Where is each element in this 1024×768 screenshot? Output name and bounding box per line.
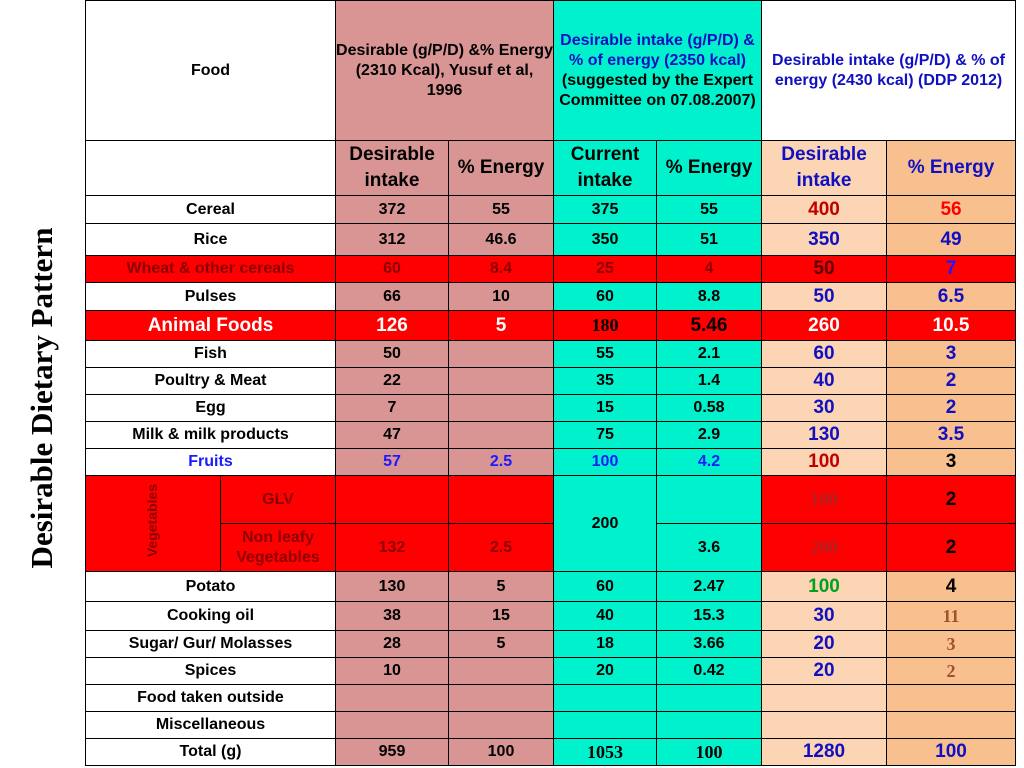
food-name: Fish — [86, 341, 336, 368]
cell: 100 — [762, 449, 887, 476]
cell: 312 — [336, 224, 449, 256]
cell: 15 — [554, 395, 657, 422]
cell: 5.46 — [657, 311, 762, 341]
cell: 57 — [336, 449, 449, 476]
cell — [554, 712, 657, 739]
cell — [657, 712, 762, 739]
cell — [762, 712, 887, 739]
cell: 350 — [762, 224, 887, 256]
cell: 372 — [336, 196, 449, 224]
cell — [449, 368, 554, 395]
cell: 260 — [762, 311, 887, 341]
cell: 40 — [762, 368, 887, 395]
cell: 55 — [449, 196, 554, 224]
cell: 100 — [887, 739, 1016, 766]
table-row — [86, 685, 1016, 712]
cell: 4 — [887, 572, 1016, 602]
cell: 46.6 — [449, 224, 554, 256]
table-row — [86, 449, 1016, 476]
vegetables-current-intake: 200 — [554, 476, 657, 572]
cell — [554, 685, 657, 712]
cell: 5 — [449, 311, 554, 341]
table-row — [86, 395, 1016, 422]
cell: 350 — [554, 224, 657, 256]
cell: 3 — [887, 631, 1016, 658]
food-name: Potato — [86, 572, 336, 602]
table-row — [86, 476, 1016, 524]
cell: 2 — [887, 368, 1016, 395]
cell: 66 — [336, 283, 449, 311]
cell: 47 — [336, 422, 449, 449]
cell: 3.5 — [887, 422, 1016, 449]
cell — [449, 476, 554, 524]
cell — [657, 685, 762, 712]
cell — [336, 476, 449, 524]
cell: 7 — [887, 256, 1016, 283]
table-row — [86, 341, 1016, 368]
cell — [449, 341, 554, 368]
cell: 2.1 — [657, 341, 762, 368]
subheader-current-intake: Current intake — [554, 141, 657, 196]
subheader-percent-energy: % Energy — [657, 141, 762, 196]
food-name: Rice — [86, 224, 336, 256]
subheader-percent-energy: % Energy — [887, 141, 1016, 196]
cell: 100 — [762, 572, 887, 602]
cell: 2.5 — [449, 524, 554, 572]
cell: 28 — [336, 631, 449, 658]
cell: 375 — [554, 196, 657, 224]
cell: 55 — [554, 341, 657, 368]
cell: 15.3 — [657, 602, 762, 631]
food-name: Miscellaneous — [86, 712, 336, 739]
food-name: Spices — [86, 658, 336, 685]
cell: 11 — [887, 602, 1016, 631]
cell: 10 — [336, 658, 449, 685]
food-name: Food taken outside — [86, 685, 336, 712]
table-row — [86, 368, 1016, 395]
cell: 130 — [336, 572, 449, 602]
header-group-committee-line2: (suggested by the Expert Committee on 07.08.2007) — [559, 71, 756, 109]
food-name: Pulses — [86, 283, 336, 311]
cell: 1.4 — [657, 368, 762, 395]
table-row — [86, 631, 1016, 658]
cell: 5 — [449, 631, 554, 658]
cell: 2.5 — [449, 449, 554, 476]
cell: 38 — [336, 602, 449, 631]
food-name: Milk & milk products — [86, 422, 336, 449]
cell — [762, 685, 887, 712]
cell: 0.42 — [657, 658, 762, 685]
cell: 6.5 — [887, 283, 1016, 311]
subheader-desirable-intake: Desirable intake — [762, 141, 887, 196]
cell: 100 — [554, 449, 657, 476]
cell: 10.5 — [887, 311, 1016, 341]
cell: 75 — [554, 422, 657, 449]
table-row — [86, 524, 1016, 572]
food-name: Total (g) — [86, 739, 336, 766]
food-name: Poultry & Meat — [86, 368, 336, 395]
cell: 400 — [762, 196, 887, 224]
cell: 3 — [887, 341, 1016, 368]
side-title — [0, 0, 84, 768]
cell: 0.58 — [657, 395, 762, 422]
subheader-desirable-intake: Desirable intake — [336, 141, 449, 196]
food-name: Fruits — [86, 449, 336, 476]
header-group-committee — [554, 1, 762, 141]
cell: 2 — [887, 524, 1016, 572]
cell: 132 — [336, 524, 449, 572]
food-name: Non leafy Vegetables — [221, 524, 336, 572]
cell: 22 — [336, 368, 449, 395]
dietary-pattern-table — [85, 0, 1016, 766]
vegetables-group — [86, 476, 221, 572]
subheader-blank — [86, 141, 336, 196]
table-row — [86, 658, 1016, 685]
cell: 35 — [554, 368, 657, 395]
cell: 50 — [762, 256, 887, 283]
cell: 15 — [449, 602, 554, 631]
cell — [449, 685, 554, 712]
cell: 55 — [657, 196, 762, 224]
table-row — [86, 602, 1016, 631]
cell: 50 — [336, 341, 449, 368]
cell: 18 — [554, 631, 657, 658]
cell: 40 — [554, 602, 657, 631]
cell: 1053 — [554, 739, 657, 766]
cell: 2 — [887, 658, 1016, 685]
cell: 7 — [336, 395, 449, 422]
cell: 60 — [762, 341, 887, 368]
cell — [887, 712, 1016, 739]
subheader-percent-energy: % Energy — [449, 141, 554, 196]
cell: 180 — [554, 311, 657, 341]
cell: 3.66 — [657, 631, 762, 658]
cell: 50 — [762, 283, 887, 311]
cell: 4 — [657, 256, 762, 283]
table-row — [86, 572, 1016, 602]
cell: 10 — [449, 283, 554, 311]
food-name: Wheat & other cereals — [86, 256, 336, 283]
cell — [887, 685, 1016, 712]
cell: 5 — [449, 572, 554, 602]
cell: 200 — [762, 524, 887, 572]
cell: 959 — [336, 739, 449, 766]
header-group-committee-line1: Desirable intake (g/P/D) & % of energy (2350 kcal) — [560, 31, 755, 69]
food-name: Cereal — [86, 196, 336, 224]
cell: 2.47 — [657, 572, 762, 602]
cell: 25 — [554, 256, 657, 283]
food-name: Egg — [86, 395, 336, 422]
food-name: Cooking oil — [86, 602, 336, 631]
cell — [336, 685, 449, 712]
cell — [449, 395, 554, 422]
cell: 30 — [762, 602, 887, 631]
cell: 100 — [657, 739, 762, 766]
cell: 3 — [887, 449, 1016, 476]
table-row — [86, 196, 1016, 224]
table-row — [86, 422, 1016, 449]
cell: 2 — [887, 395, 1016, 422]
food-name: Sugar/ Gur/ Molasses — [86, 631, 336, 658]
header-food: Food — [86, 1, 336, 141]
header-group-yusuf: Desirable (g/P/D) &% Energy (2310 Kcal), Yusuf et al, 1996 — [336, 1, 554, 141]
cell: 2 — [887, 476, 1016, 524]
cell: 130 — [762, 422, 887, 449]
table-row — [86, 283, 1016, 311]
cell: 56 — [887, 196, 1016, 224]
table-row — [86, 256, 1016, 283]
cell: 8.8 — [657, 283, 762, 311]
cell: 20 — [762, 631, 887, 658]
cell: 20 — [762, 658, 887, 685]
cell: 4.2 — [657, 449, 762, 476]
side-title-text: Desirable Dietary Pattern — [24, 227, 59, 569]
cell: 51 — [657, 224, 762, 256]
cell: 60 — [554, 283, 657, 311]
cell: 60 — [336, 256, 449, 283]
table-row — [86, 311, 1016, 341]
cell: 1280 — [762, 739, 887, 766]
food-name: Animal Foods — [86, 311, 336, 341]
food-name: GLV — [221, 476, 336, 524]
table-row-total — [86, 739, 1016, 766]
table-row — [86, 224, 1016, 256]
cell: 49 — [887, 224, 1016, 256]
cell: 126 — [336, 311, 449, 341]
cell: 30 — [762, 395, 887, 422]
cell — [449, 712, 554, 739]
cell: 20 — [554, 658, 657, 685]
cell: 100 — [762, 476, 887, 524]
table-row — [86, 712, 1016, 739]
cell: 100 — [449, 739, 554, 766]
cell — [657, 476, 762, 524]
cell: 8.4 — [449, 256, 554, 283]
cell: 60 — [554, 572, 657, 602]
cell — [449, 422, 554, 449]
vegetables-label: Vegetables — [144, 483, 161, 558]
cell — [449, 658, 554, 685]
cell — [336, 712, 449, 739]
cell: 2.9 — [657, 422, 762, 449]
cell: 3.6 — [657, 524, 762, 572]
header-group-ddp: Desirable intake (g/P/D) & % of energy (2430 kcal) (DDP 2012) — [762, 1, 1016, 141]
